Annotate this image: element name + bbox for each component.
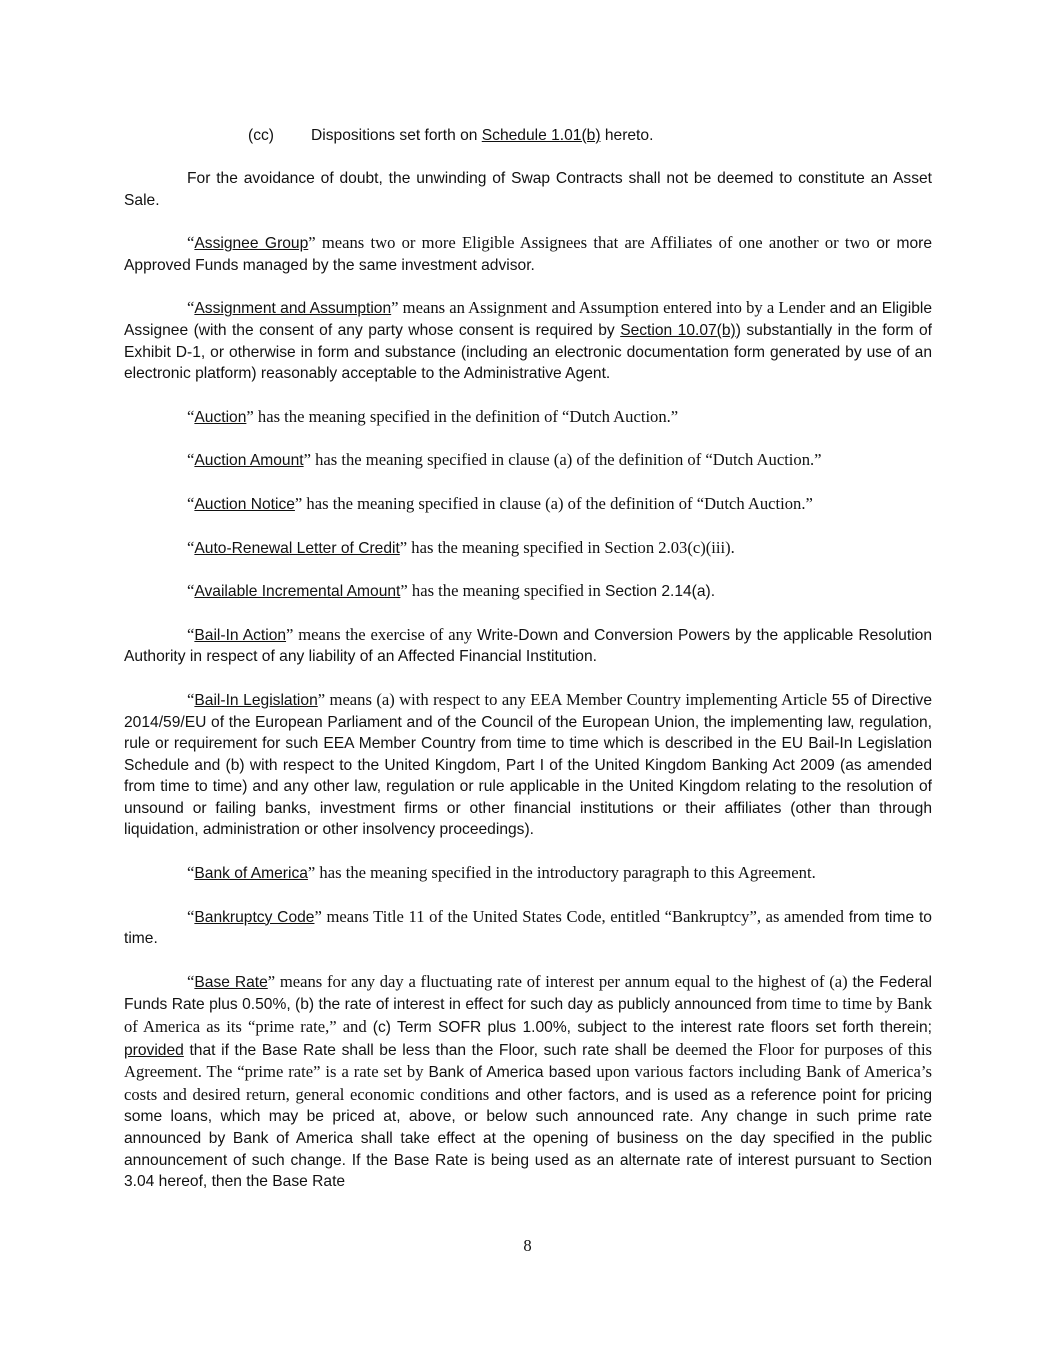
definition-rest: or more Approved Funds managed by the same investment advisor. (124, 235, 932, 274)
definition-lead: ” means the exercise of any (286, 624, 478, 644)
defined-term: Bail-In Legislation (194, 691, 318, 709)
definition-lead: ” means an Assignment and Assumption entered into by a Lender (391, 298, 826, 318)
definition-auction-amount (124, 449, 932, 472)
definition-assignment-and-assumption (124, 297, 932, 384)
definition-rest-5: and other factors, and is used as a reference point for pricing some loans, which may be priced at, above, or below such announced rate. Any change in such prime rate announced by Bank of America shall take effect at the opening of business on the day specified in the public announcement of such change. If the Base Rate is being used as an alternate rate of interest pursuant to Section 3.04 hereof, then the Base Rate (124, 1086, 932, 1191)
clause-cc (0, 125, 932, 147)
defined-term: Auction Notice (194, 495, 295, 513)
definition-available-incremental-amount (124, 580, 932, 603)
defined-term: Assignment and Assumption (194, 300, 392, 318)
definition-auction-notice (124, 493, 932, 516)
defined-term: Available Incremental Amount (194, 583, 401, 601)
clause-text-tail: hereto. (600, 127, 654, 144)
definition-rest: and an Eligible Assignee (with the consent of any party whose consent is required by (124, 300, 932, 339)
open-quote: “ (187, 581, 195, 601)
defined-term: Base Rate (194, 973, 268, 991)
definition-rest-2: (c) Term SOFR plus 1.00%, subject to the interest rate floors set forth therein; (372, 1019, 932, 1037)
defined-term: Auto-Renewal Letter of Credit (194, 539, 400, 557)
definition-rest: 55 of Directive 2014/59/EU of the European Parliament and of the Council of the European Union, the implementing law, regulation, rule or requirement for such EEA Member Country from time to time which is described in the EU Bail-In Legislation Schedule and (b) with respect to the United Kingdom, Part I of the United Kingdom Banking Act 2009 (as amended from time to time) and any other law, regulation or rule applicable in the United Kingdom relating to the resolution of unsound or failing banks, investment firms or other financial institutions or their affiliates (other than through liquidation, administration or other insolvency proceedings). (124, 691, 933, 839)
definition-auction (124, 406, 932, 429)
definition-lead: ” has the meaning specified in clause (a) of the definition of “Dutch Auction.” (294, 493, 813, 513)
clause-number: (cc) (248, 127, 274, 144)
defined-term: Assignee Group (194, 235, 309, 253)
definition-lead: ” has the meaning specified in (400, 581, 605, 601)
definition-serif-2: time to time by Bank of America as its “prime rate,” and (124, 994, 932, 1037)
definition-lead: ” has the meaning specified in the definition of “Dutch Auction.” (246, 406, 679, 426)
defined-term: Bankruptcy Code (194, 908, 315, 926)
definition-lead: ” has the meaning specified in Section 2.03(c)(iii). (399, 537, 735, 557)
definition-bankruptcy-code (124, 906, 932, 950)
definition-bail-in-action (124, 624, 932, 668)
definition-rest-3: that if the Base Rate shall be less than the Floor, such rate shall be (183, 1041, 676, 1059)
open-quote: “ (187, 971, 195, 991)
definition-rest-4: Bank of America based (428, 1064, 597, 1082)
page-body (124, 125, 932, 1193)
open-quote: “ (187, 298, 195, 318)
definition-base-rate (124, 971, 932, 1193)
open-quote: “ (187, 406, 195, 426)
open-quote: “ (187, 863, 195, 883)
clause-text-lead: Dispositions set forth on (311, 127, 482, 144)
open-quote: “ (187, 450, 195, 470)
definition-bank-of-america (124, 862, 932, 885)
open-quote: “ (187, 624, 195, 644)
definition-bail-in-legislation (124, 689, 932, 841)
definition-lead: ” means Title 11 of the United States Code, entitled “Bankruptcy”, as amended (314, 906, 844, 926)
definition-lead: ” means for any day a fluctuating rate of interest per annum equal to the highest of (a) (267, 971, 848, 991)
defined-term: Bail-In Action (194, 626, 287, 644)
defined-term: Auction Amount (194, 452, 304, 470)
definition-rest: from time to time. (124, 908, 932, 948)
open-quote: “ (187, 537, 195, 557)
defined-term: Auction (194, 408, 247, 426)
schedule-link[interactable]: Schedule 1.01(b) (481, 127, 601, 144)
definition-serif-3: deemed the Floor for purposes of this Agreement. The “prime rate” is a rate set by (124, 1039, 933, 1082)
definition-auto-renewal-letter-of-credit (124, 537, 932, 560)
definition-rest: Write-Down and Conversion Powers by the applicable Resolution Authority in respect of any liability of an Affected Financial Institution. (124, 626, 932, 666)
open-quote: “ (187, 689, 195, 709)
definition-rest: the Federal Funds Rate plus 0.50%, (b) the rate of interest in effect for such day as publicly announced from (124, 973, 933, 1014)
open-quote: “ (187, 233, 195, 253)
page-number: 8 (523, 1236, 532, 1255)
definition-lead: ” has the meaning specified in the introductory paragraph to this Agreement. (307, 863, 816, 883)
open-quote: “ (187, 906, 195, 926)
definition-serif-4: upon various factors including Bank of America’s costs and desired return, general economic conditions (124, 1062, 932, 1104)
definition-rest-2: ) substantially in the form of Exhibit D-1, or otherwise in form and substance (including an electronic documentation form generated by use of an electronic platform) reasonably acceptable to the Administrative Agent. (124, 321, 932, 383)
clause-text (311, 125, 653, 147)
avoidance-paragraph: For the avoidance of doubt, the unwinding of Swap Contracts shall not be deemed to constitute an Asset Sale. (124, 170, 932, 209)
open-quote: “ (187, 493, 195, 513)
definition-lead: ” means (a) with respect to any EEA Member Country implementing Article (317, 689, 828, 709)
section-link[interactable]: Section 10.07(b) (620, 321, 736, 339)
definition-assignee-group (124, 232, 932, 276)
definition-lead: ” means two or more Eligible Assignees that are Affiliates of one another or two (308, 233, 870, 253)
defined-term: Bank of America (194, 865, 308, 883)
provided-term: provided (124, 1041, 184, 1059)
definition-lead: ” has the meaning specified in clause (a) of the definition of “Dutch Auction.” (303, 450, 822, 470)
definition-rest: Section 2.14(a). (604, 583, 716, 601)
